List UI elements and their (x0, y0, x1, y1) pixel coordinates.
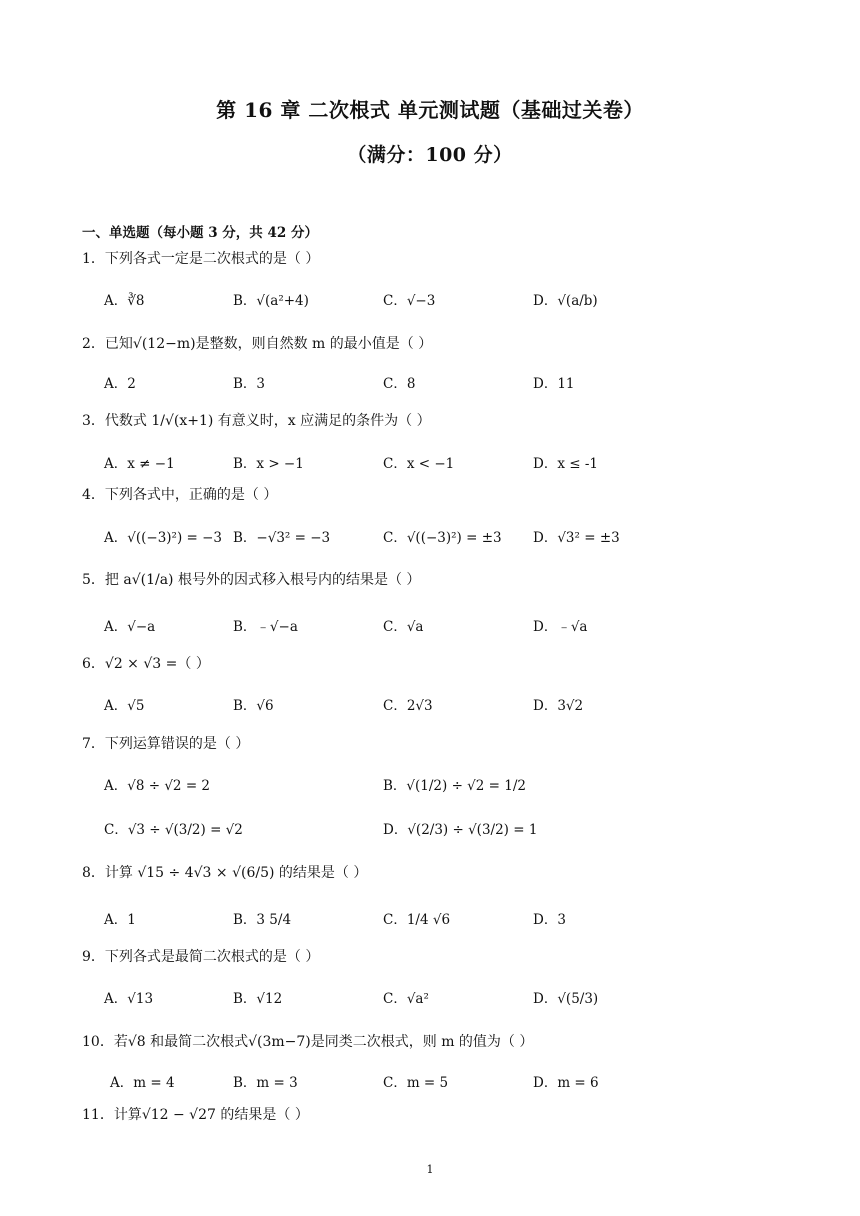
option-d: D．√(5/3) (533, 991, 599, 1007)
option-a: A．√5 (104, 698, 145, 714)
option-a: A．x ≠ −1 (104, 456, 175, 472)
option-d: D．3 (533, 912, 566, 928)
option-b: B．√(a²+4) (233, 293, 309, 309)
option-d: D．√(a/b) (533, 293, 598, 309)
question-stem: 3．代数式 1/√(x+1) 有意义时，x 应满足的条件为（ ） (82, 413, 431, 429)
section-heading: 一、单选题（每小题 3 分，共 42 分） (82, 225, 318, 241)
page-title: 第 16 章 二次根式 单元测试题（基础过关卷） (216, 98, 644, 122)
option-d: D．√(2/3) ÷ √(3/2) = 1 (383, 822, 538, 838)
page-subtitle: （满分：100 分） (347, 144, 513, 166)
option-b: B．﹣√−a (233, 619, 298, 635)
option-d: D．3√2 (533, 698, 584, 714)
question-stem: 5．把 a√(1/a) 根号外的因式移入根号内的结果是（ ） (82, 572, 421, 588)
question-stem: 6．√2 × √3 =（ ） (82, 656, 210, 672)
option-c: C．8 (383, 376, 416, 392)
page-number: 1 (426, 1163, 434, 1176)
option-d: D．﹣√a (533, 619, 588, 635)
option-b: B．m = 3 (233, 1075, 298, 1091)
option-d: D．11 (533, 376, 575, 392)
option-a: A．m = 4 (110, 1075, 175, 1091)
option-c: C．1/4 √6 (383, 912, 451, 928)
option-d: D．x ≤ -1 (533, 456, 598, 472)
option-c: C．√−3 (383, 293, 436, 309)
option-c: C．2√3 (383, 698, 433, 714)
option-a: A．√((−3)²) = −3 (104, 530, 223, 546)
option-b: B．x > −1 (233, 456, 304, 472)
question-stem: 1．下列各式一定是二次根式的是（ ） (82, 251, 320, 267)
option-b: B．√(1/2) ÷ √2 = 1/2 (383, 778, 526, 794)
question-stem: 9．下列各式是最简二次根式的是（ ） (82, 949, 320, 965)
question-stem: 8．计算 √15 ÷ 4√3 × √(6/5) 的结果是（ ） (82, 865, 368, 881)
option-b: B．√12 (233, 991, 283, 1007)
option-c: C．√a² (383, 991, 429, 1007)
option-d: D．√3² = ±3 (533, 530, 620, 546)
question-stem: 10．若√8 和最简二次根式√(3m−7)是同类二次根式，则 m 的值为（ ） (82, 1034, 534, 1050)
option-c: C．m = 5 (383, 1075, 449, 1091)
option-b: B．−√3² = −3 (233, 530, 331, 546)
option-c: C．√3 ÷ √(3/2) = √2 (104, 822, 243, 838)
option-a: A．1 (104, 912, 136, 928)
option-a: A．√13 (104, 991, 154, 1007)
question-stem: 11．计算√12 − √27 的结果是（ ） (82, 1107, 309, 1123)
option-a: A．2 (104, 376, 136, 392)
option-b: B．3 5/4 (233, 912, 292, 928)
question-stem: 4．下列各式中，正确的是（ ） (82, 487, 278, 503)
option-c: C．√a (383, 619, 424, 635)
option-c: C．x < −1 (383, 456, 455, 472)
option-a: A．√−a (104, 619, 156, 635)
option-b: B．√6 (233, 698, 274, 714)
question-stem: 2．已知√(12−m)是整数，则自然数 m 的最小值是（ ） (82, 336, 433, 352)
option-b: B．3 (233, 376, 266, 392)
option-d: D．m = 6 (533, 1075, 599, 1091)
question-stem: 7．下列运算错误的是（ ） (82, 736, 250, 752)
option-a: A．√8 ÷ √2 = 2 (104, 778, 211, 794)
option-c: C．√((−3)²) = ±3 (383, 530, 502, 546)
option-a: A．∛8 (104, 293, 145, 309)
